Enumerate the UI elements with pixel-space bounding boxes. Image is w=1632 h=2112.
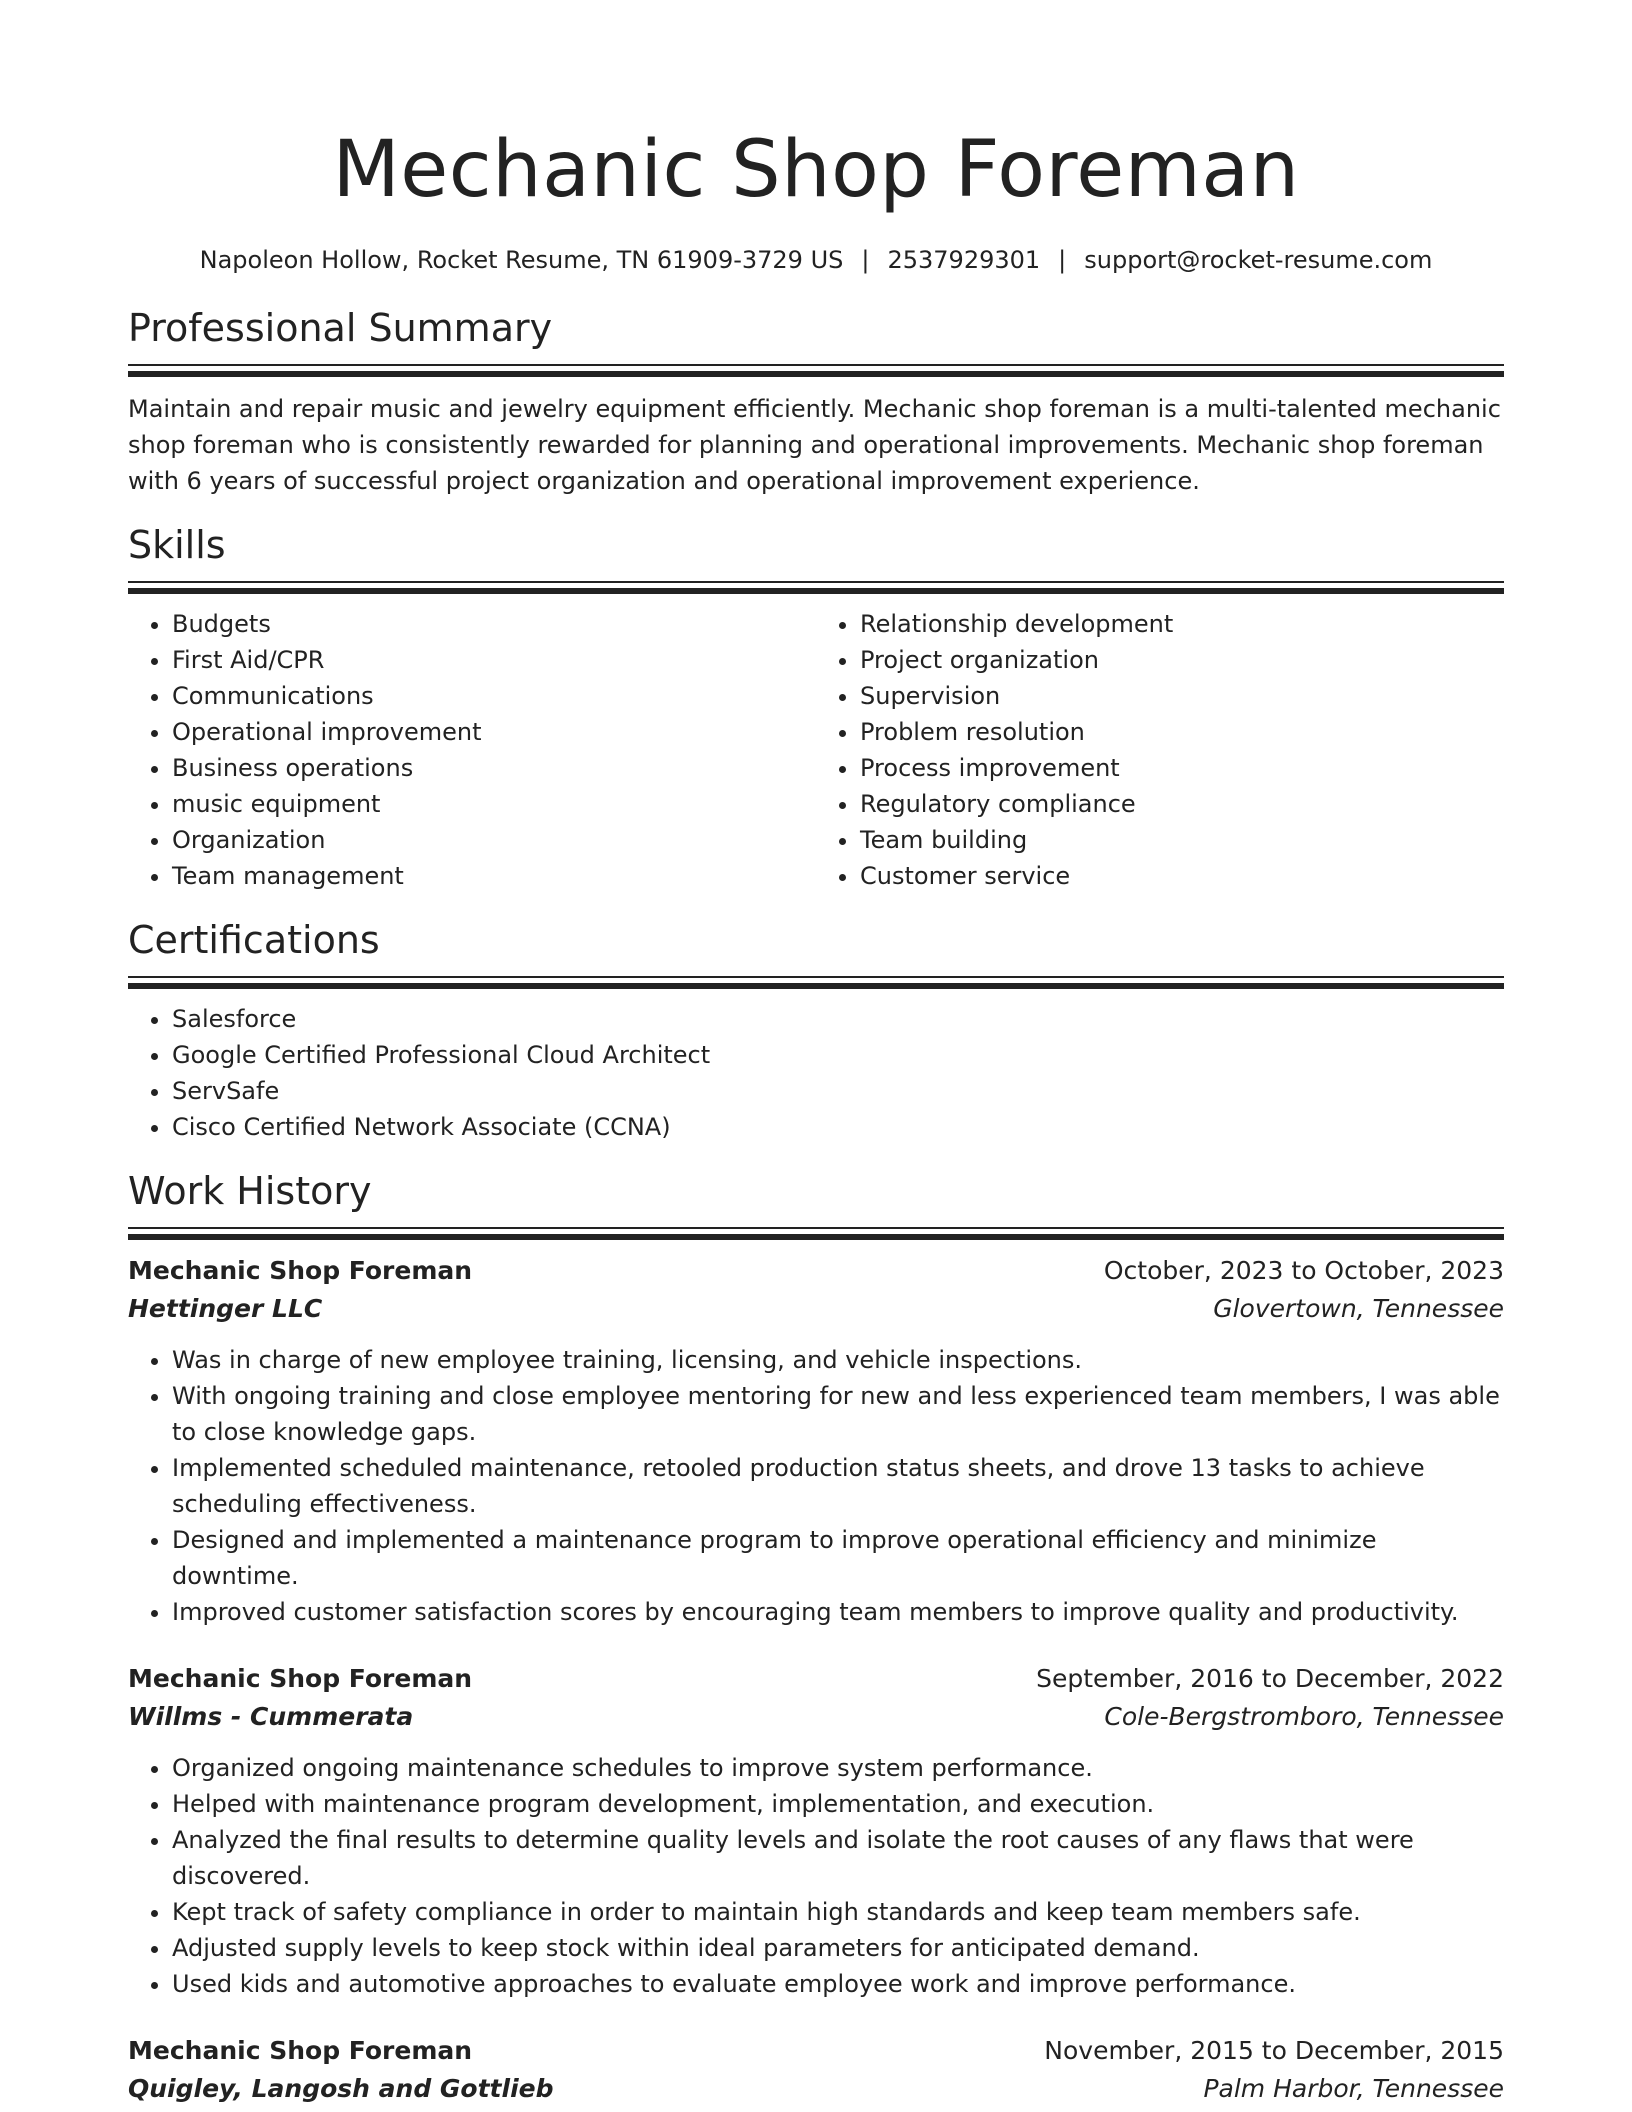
contact-address: Napoleon Hollow, Rocket Resume, TN 61909-3729 US bbox=[199, 246, 844, 274]
job-title: Mechanic Shop Foreman bbox=[128, 2036, 473, 2065]
section-divider-thick bbox=[128, 1234, 1504, 1240]
job-bullet: • Organized ongoing maintenance schedules to improve system performance. bbox=[172, 1750, 1504, 1786]
skill-item: • Regulatory compliance bbox=[860, 786, 1504, 822]
job-entry bbox=[128, 1252, 1504, 1630]
certifications-section bbox=[128, 914, 1504, 1145]
job-dates: November, 2015 to December, 2015 bbox=[1044, 2036, 1504, 2065]
job-bullet: • Improved customer satisfaction scores by encouraging team members to improve quality and productivity. bbox=[172, 1594, 1504, 1630]
job-location: Cole-Bergstromboro, Tennessee bbox=[1104, 1702, 1504, 1731]
section-divider-thick bbox=[128, 371, 1504, 377]
section-divider-thick bbox=[128, 588, 1504, 594]
job-bullet: • Helped with maintenance program development, implementation, and execution. bbox=[172, 1786, 1504, 1822]
skill-item: • Communications bbox=[172, 678, 816, 714]
skills-section bbox=[128, 519, 1504, 894]
certification-item: • Google Certified Professional Cloud Architect bbox=[172, 1037, 1504, 1073]
section-divider bbox=[128, 1227, 1504, 1229]
job-company: Willms - Cummerata bbox=[128, 1702, 414, 1731]
skill-item: • First Aid/CPR bbox=[172, 642, 816, 678]
certifications-list bbox=[128, 1001, 1504, 1145]
skill-item: • Process improvement bbox=[860, 750, 1504, 786]
job-title: Mechanic Shop Foreman bbox=[128, 1664, 473, 1693]
job-bullet: • Adjusted supply levels to keep stock within ideal parameters for anticipated demand. bbox=[172, 1930, 1504, 1966]
section-divider bbox=[128, 581, 1504, 583]
job-bullet: • Designed and implemented a maintenance program to improve operational efficiency and minimize downtime. bbox=[172, 1522, 1504, 1594]
job-location: Palm Harbor, Tennessee bbox=[1203, 2074, 1504, 2103]
job-header bbox=[128, 1660, 1504, 1698]
section-divider bbox=[128, 976, 1504, 978]
job-dates: October, 2023 to October, 2023 bbox=[1103, 1256, 1504, 1285]
job-bullet: • Was in charge of new employee training, licensing, and vehicle inspections. bbox=[172, 1342, 1504, 1378]
job-dates: September, 2016 to December, 2022 bbox=[1036, 1664, 1504, 1693]
skills-column-right bbox=[816, 606, 1504, 894]
job-company: Hettinger LLC bbox=[128, 1294, 323, 1323]
section-divider bbox=[128, 364, 1504, 366]
skill-item: • Budgets bbox=[172, 606, 816, 642]
section-title-work-history: Work History bbox=[128, 1169, 372, 1213]
resume-name: Mechanic Shop Foreman bbox=[332, 125, 1300, 215]
contact-line bbox=[128, 244, 1504, 276]
certification-item: • Salesforce bbox=[172, 1001, 1504, 1037]
skill-item: • Relationship development bbox=[860, 606, 1504, 642]
job-location: Glovertown, Tennessee bbox=[1213, 1294, 1504, 1323]
job-bullet: • Analyzed the final results to determine quality levels and isolate the root causes of any flaws that were discovered. bbox=[172, 1822, 1504, 1894]
skill-item: • Team building bbox=[860, 822, 1504, 858]
work-history-section bbox=[128, 1165, 1504, 2108]
skill-item: • Project organization bbox=[860, 642, 1504, 678]
skill-item: • music equipment bbox=[172, 786, 816, 822]
summary-text: Maintain and repair music and jewelry equipment efficiently. Mechanic shop foreman is a multi-talented mechanic shop foreman who is consistently rewarded for planning and operational improvements. Mechanic shop foreman with 6 years of successful project organization and operational improvement experience. bbox=[128, 395, 1501, 495]
skill-item: • Business operations bbox=[172, 750, 816, 786]
job-subheader bbox=[128, 1290, 1504, 1328]
job-header bbox=[128, 2032, 1504, 2070]
job-header bbox=[128, 1252, 1504, 1290]
job-entry bbox=[128, 1660, 1504, 2002]
skill-item: • Problem resolution bbox=[860, 714, 1504, 750]
skill-item: • Operational improvement bbox=[172, 714, 816, 750]
certification-item: • Cisco Certified Network Associate (CCNA) bbox=[172, 1109, 1504, 1145]
summary-section bbox=[128, 302, 1504, 499]
job-bullets bbox=[128, 1750, 1504, 2002]
contact-separator: | bbox=[1058, 246, 1067, 274]
skill-item: • Supervision bbox=[860, 678, 1504, 714]
skill-item: • Team management bbox=[172, 858, 816, 894]
job-title: Mechanic Shop Foreman bbox=[128, 1256, 473, 1285]
job-bullet: • Kept track of safety compliance in order to maintain high standards and keep team members safe. bbox=[172, 1894, 1504, 1930]
job-subheader bbox=[128, 1698, 1504, 1736]
job-entry bbox=[128, 2032, 1504, 2108]
section-title-summary: Professional Summary bbox=[128, 306, 553, 350]
job-bullet: • Used kids and automotive approaches to evaluate employee work and improve performance. bbox=[172, 1966, 1504, 2002]
section-title-certifications: Certifications bbox=[128, 918, 380, 962]
skill-item: • Customer service bbox=[860, 858, 1504, 894]
contact-email[interactable]: support@rocket-resume.com bbox=[1084, 246, 1433, 274]
job-bullet: • Implemented scheduled maintenance, retooled production status sheets, and drove 13 tasks to achieve scheduling effectiveness. bbox=[172, 1450, 1504, 1522]
skills-columns bbox=[128, 606, 1504, 894]
contact-phone: 2537929301 bbox=[887, 246, 1041, 274]
skills-column-left bbox=[128, 606, 816, 894]
job-company: Quigley, Langosh and Gottlieb bbox=[128, 2074, 554, 2103]
job-bullet: • With ongoing training and close employee mentoring for new and less experienced team members, I was able to close knowledge gaps. bbox=[172, 1378, 1504, 1450]
skill-item: • Organization bbox=[172, 822, 816, 858]
job-bullets bbox=[128, 1342, 1504, 1630]
section-title-skills: Skills bbox=[128, 523, 226, 567]
contact-separator: | bbox=[861, 246, 870, 274]
job-subheader bbox=[128, 2070, 1504, 2108]
section-divider-thick bbox=[128, 983, 1504, 989]
certification-item: • ServSafe bbox=[172, 1073, 1504, 1109]
